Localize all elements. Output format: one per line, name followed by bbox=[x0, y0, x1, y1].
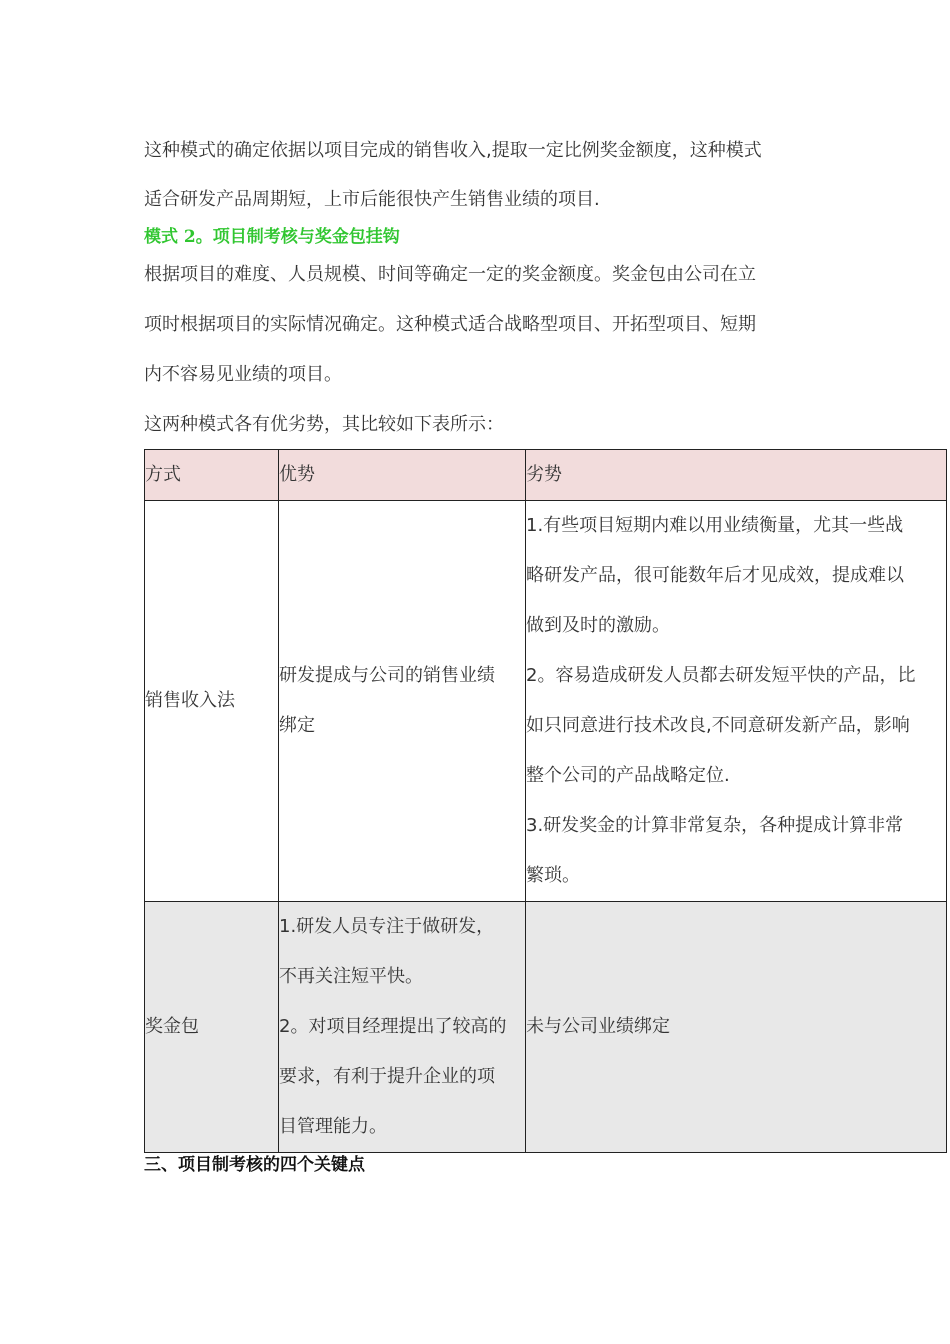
paragraph-line: 这种模式的确定依据以项目完成的销售收入,提取一定比例奖金额度，这种模式 bbox=[144, 140, 762, 161]
cell-text-line: 做到及时的激励。 bbox=[526, 615, 670, 636]
mode2-title: 模式 2。项目制考核与奖金包挂钩 bbox=[144, 227, 400, 247]
cell-text-line: 3.研发奖金的计算非常复杂，各种提成计算非常 bbox=[526, 815, 904, 836]
section-heading: 三、项目制考核的四个关键点 bbox=[144, 1155, 365, 1175]
cell-advantage bbox=[279, 902, 526, 1153]
cell-text-line: 绑定 bbox=[279, 715, 315, 736]
table-intro: 这两种模式各有优劣势，其比较如下表所示： bbox=[144, 414, 504, 435]
cell-text-line: 要求，有利于提升企业的项 bbox=[279, 1066, 495, 1087]
comparison-table bbox=[144, 449, 947, 1153]
cell-text-line: 2。对项目经理提出了较高的 bbox=[279, 1016, 507, 1037]
cell-method: 销售收入法 bbox=[145, 501, 279, 902]
cell-text-line: 整个公司的产品战略定位. bbox=[526, 765, 730, 786]
cell-text-line: 不再关注短平快。 bbox=[279, 966, 423, 987]
cell-disadvantage bbox=[526, 501, 947, 902]
cell-text-line: 研发提成与公司的销售业绩 bbox=[279, 665, 495, 686]
cell-text-line: 1.有些项目短期内难以用业绩衡量，尤其一些战 bbox=[526, 515, 904, 536]
header-cell-method: 方式 bbox=[145, 450, 279, 501]
cell-disadvantage bbox=[526, 902, 947, 1153]
paragraph-line: 适合研发产品周期短，上市后能很快产生销售业绩的项目. bbox=[144, 189, 600, 210]
paragraph-line: 内不容易见业绩的项目。 bbox=[144, 364, 342, 385]
cell-advantage bbox=[279, 501, 526, 902]
header-cell-disadvantage: 劣势 bbox=[526, 450, 947, 501]
cell-method: 奖金包 bbox=[145, 902, 279, 1153]
cell-text-line: 目管理能力。 bbox=[279, 1116, 387, 1137]
cell-text-line: 1.研发人员专注于做研发， bbox=[279, 916, 495, 937]
cell-text-line: 繁琐。 bbox=[526, 865, 580, 886]
cell-text-line: 2。容易造成研发人员都去研发短平快的产品，比 bbox=[526, 665, 916, 686]
cell-text-line: 如只同意进行技术改良,不同意研发新产品，影响 bbox=[526, 715, 910, 736]
cell-text-line: 略研发产品，很可能数年后才见成效，提成难以 bbox=[526, 565, 904, 586]
header-cell-advantage: 优势 bbox=[279, 450, 526, 501]
paragraph-line: 根据项目的难度、人员规模、时间等确定一定的奖金额度。奖金包由公司在立 bbox=[144, 264, 756, 285]
table-row bbox=[145, 902, 947, 1153]
paragraph-line: 项时根据项目的实际情况确定。这种模式适合战略型项目、开拓型项目、短期 bbox=[144, 314, 756, 335]
cell-text-line: 未与公司业绩绑定 bbox=[526, 1016, 670, 1037]
table-header-row bbox=[145, 450, 947, 501]
table-row bbox=[145, 501, 947, 902]
